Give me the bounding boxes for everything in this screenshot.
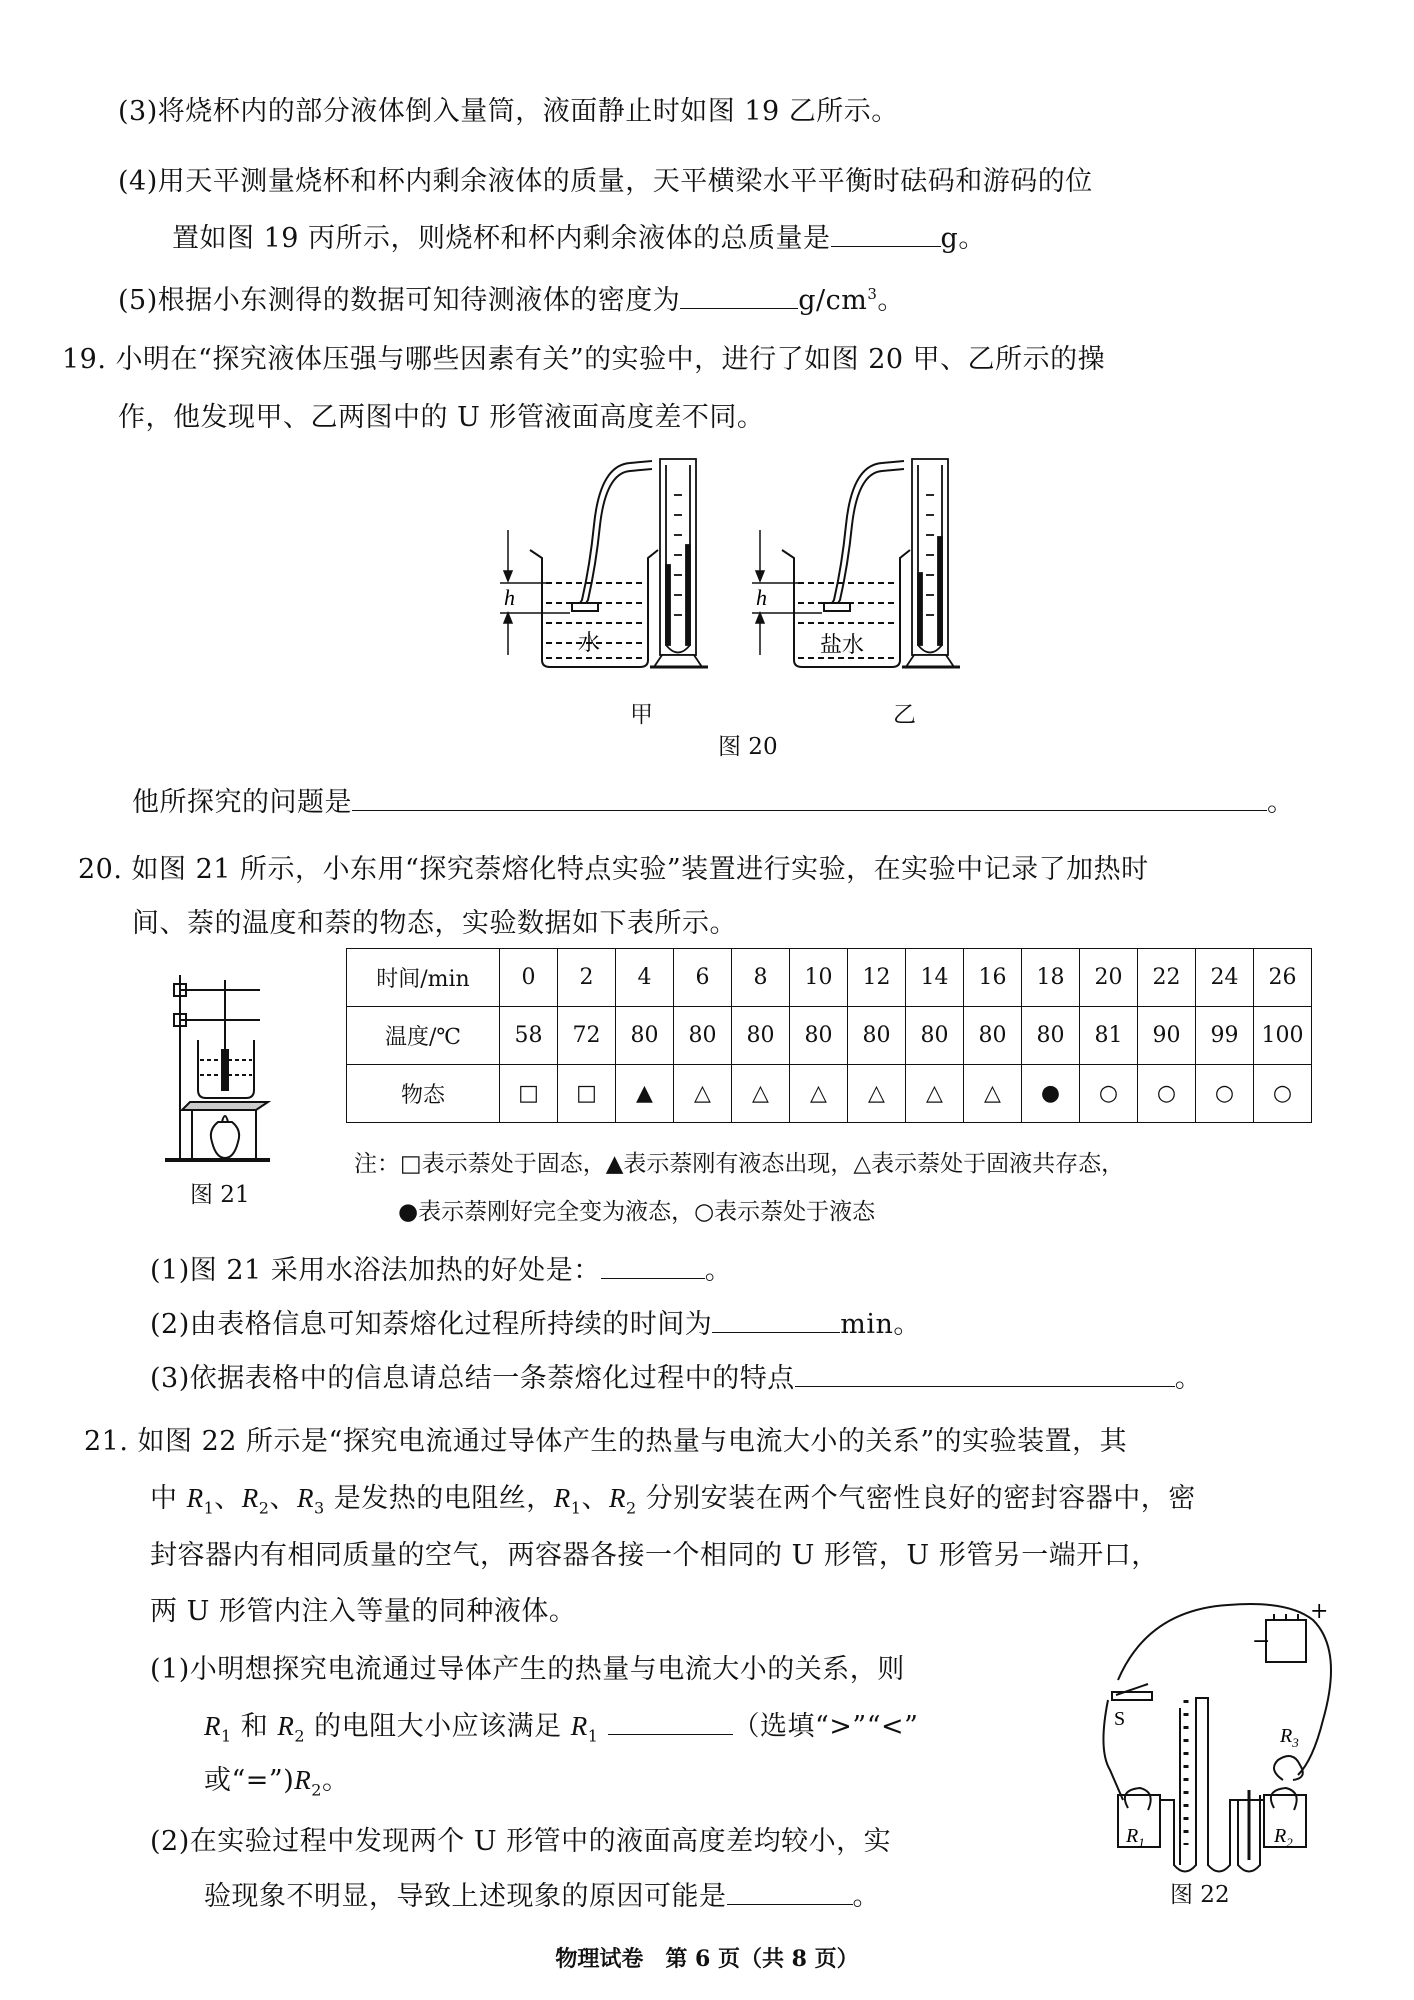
text: 、: [269, 1483, 297, 1514]
answer-blank-mass[interactable]: [831, 218, 941, 247]
table-cell: 8: [732, 949, 790, 1007]
q20-sub3-text: (3)依据表格中的信息请总结一条萘熔化过程中的特点: [150, 1363, 795, 1394]
q21-sub2-line2: [204, 1876, 880, 1917]
table-cell: 81: [1080, 1007, 1138, 1065]
table-cell: 99: [1196, 1007, 1254, 1065]
label-r3-letter: R: [1280, 1725, 1293, 1747]
answer-blank-research-question[interactable]: [352, 782, 1267, 811]
answer-blank-resistance-compare[interactable]: [608, 1706, 733, 1735]
label-r3: [1279, 1725, 1299, 1750]
table-header-time: 时间/min: [347, 949, 500, 1007]
plus-sign: +: [1310, 1599, 1329, 1624]
state-symbol: ▲: [616, 1065, 674, 1123]
label-r1: [1125, 1825, 1145, 1850]
subscript: 3: [313, 1498, 325, 1518]
table-cell: 12: [848, 949, 906, 1007]
label-r3-sub: 3: [1292, 1735, 1299, 1750]
symbol-r: R: [296, 1483, 314, 1513]
symbol-r: R: [294, 1765, 312, 1795]
liquid-label-water: 水: [578, 631, 601, 656]
depth-h-label-left: h: [504, 585, 515, 610]
symbol-r: R: [204, 1711, 221, 1741]
table-cell: 100: [1254, 1007, 1312, 1065]
table-cell: 80: [1022, 1007, 1080, 1065]
figure-21: [160, 970, 300, 1170]
q20-note-line1: 注：□表示萘处于固态，▲表示萘刚有液态出现，△表示萘处于固液共存态，: [354, 1151, 1125, 1177]
table-cell: 10: [790, 949, 848, 1007]
text: （选填“>”“<”: [732, 1711, 919, 1742]
table-cell: 18: [1022, 949, 1080, 1007]
table-header-state: 物态: [347, 1065, 500, 1123]
text: 、: [214, 1483, 242, 1514]
q18-step4-line1: (4)用天平测量烧杯和杯内剩余液体的质量，天平横梁水平平衡时砝码和游码的位: [118, 166, 1093, 197]
subscript: 2: [294, 1726, 306, 1746]
table-cell: 90: [1138, 1007, 1196, 1065]
page-footer: 物理试卷 第 6 页（共 8 页）: [555, 1946, 859, 1972]
q20-sub2: [150, 1304, 921, 1345]
figure-22: [1088, 1590, 1348, 1880]
symbol-r: R: [570, 1711, 588, 1741]
table-cell: 22: [1138, 949, 1196, 1007]
table-cell: 26: [1254, 949, 1312, 1007]
table-cell: 0: [500, 949, 558, 1007]
text: 验现象不明显，导致上述现象的原因可能是: [204, 1881, 727, 1912]
q20-line1: 20. 如图 21 所示，小东用“探究萘熔化特点实验”装置进行实验，在实验中记录了加热时: [78, 854, 1149, 885]
q18-step5-end: 。: [877, 285, 905, 316]
battery: [1266, 1620, 1306, 1662]
table-cell: 80: [732, 1007, 790, 1065]
resistor-r2-coil: [1271, 1788, 1297, 1810]
state-symbol: □: [500, 1065, 558, 1123]
q21-line3: 封容器内有相同质量的空气，两容器各接一个相同的 U 形管，U 形管另一端开口，: [150, 1540, 1159, 1571]
q21-sub1-line2: [204, 1706, 918, 1756]
text: 的电阻大小应该满足: [305, 1711, 571, 1742]
q20-sub3: [150, 1358, 1202, 1399]
q21-sub1-line1: (1)小明想探究电流通过导体产生的热量与电流大小的关系，则: [150, 1654, 905, 1685]
table-cell: 80: [906, 1007, 964, 1065]
q18-step5: [118, 274, 905, 321]
state-symbol: ●: [1022, 1065, 1080, 1123]
state-symbol: △: [848, 1065, 906, 1123]
state-symbol: △: [906, 1065, 964, 1123]
table-cell: 16: [964, 949, 1022, 1007]
u-tube-gauge-left: [650, 459, 708, 667]
state-symbol: □: [558, 1065, 616, 1123]
q19-question-text: 他所探究的问题是: [132, 787, 352, 818]
answer-blank-cause[interactable]: [727, 1876, 853, 1905]
table-cell: 2: [558, 949, 616, 1007]
q18-step5-text: (5)根据小东测得的数据可知待测液体的密度为: [118, 285, 681, 316]
text: 中: [150, 1483, 187, 1514]
subscript: 1: [221, 1726, 232, 1746]
switch-label: S: [1114, 1708, 1126, 1730]
table-cell: 58: [500, 1007, 558, 1065]
state-symbol: △: [732, 1065, 790, 1123]
fig20-caption-yi: 乙: [893, 702, 916, 728]
symbol-r: R: [241, 1483, 259, 1513]
resistor-r3-coil: [1274, 1756, 1303, 1780]
q20-note-line2: ●表示萘刚好完全变为液态，○表示萘处于液态: [398, 1199, 876, 1225]
answer-blank-water-bath[interactable]: [601, 1250, 705, 1279]
q21-line4: 两 U 形管内注入等量的同种液体。: [150, 1596, 577, 1627]
table-cell: 6: [674, 949, 732, 1007]
symbol-r: R: [186, 1483, 204, 1513]
table-cell: 14: [906, 949, 964, 1007]
text: 和: [231, 1711, 278, 1742]
text: 。: [321, 1765, 350, 1796]
probe-tube-right: [824, 461, 904, 611]
q20-sub1-end: 。: [704, 1255, 733, 1286]
table-cell: 24: [1196, 949, 1254, 1007]
table-cell: 80: [848, 1007, 906, 1065]
naphthalene-data-table: [346, 948, 1312, 1123]
text: 、: [581, 1483, 609, 1514]
q19-line2: 作，他发现甲、乙两图中的 U 形管液面高度差不同。: [118, 402, 765, 433]
text: 。: [852, 1881, 880, 1912]
fig21-caption: 图 21: [190, 1182, 250, 1208]
probe-tube-left: [572, 461, 652, 611]
q19-question: [132, 782, 1295, 823]
minus-sign: −: [1252, 1629, 1271, 1654]
state-symbol: ○: [1254, 1065, 1312, 1123]
q20-sub2-text: (2)由表格信息可知萘熔化过程所持续的时间为: [150, 1309, 713, 1340]
text: 分别安装在两个气密性良好的密封容器中，密: [636, 1483, 1196, 1514]
q19-question-end: 。: [1267, 787, 1295, 818]
answer-blank-melting-duration[interactable]: [712, 1304, 840, 1333]
subscript: 1: [587, 1726, 599, 1746]
subscript: 2: [625, 1498, 637, 1518]
table-header-temperature: 温度/℃: [347, 1007, 500, 1065]
table-row-temperature: [347, 1007, 1312, 1065]
text: 是发热的电阻丝，: [324, 1483, 554, 1514]
answer-blank-density[interactable]: [680, 280, 798, 309]
symbol-r: R: [277, 1711, 295, 1741]
q18-step5-unit: g/cm: [798, 285, 868, 316]
label-r2-letter: R: [1274, 1825, 1287, 1847]
answer-blank-melting-feature[interactable]: [795, 1358, 1175, 1387]
q18-step3: (3)将烧杯内的部分液体倒入量筒，液面静止时如图 19 乙所示。: [118, 96, 899, 127]
subscript: 1: [203, 1498, 215, 1518]
q18-step4-unit: g。: [940, 223, 986, 254]
state-symbol: ○: [1080, 1065, 1138, 1123]
u-tube-gauge-right: [902, 459, 960, 667]
fig20-caption: 图 20: [718, 734, 778, 760]
q19-line1: 19. 小明在“探究液体压强与哪些因素有关”的实验中，进行了如图 20 甲、乙所示的操: [62, 344, 1106, 375]
subscript: 2: [311, 1780, 322, 1800]
state-symbol: △: [964, 1065, 1022, 1123]
table-cell: 4: [616, 949, 674, 1007]
q20-sub3-end: 。: [1174, 1363, 1203, 1394]
resistor-r1-coil: [1125, 1788, 1151, 1810]
table-cell: 80: [674, 1007, 732, 1065]
subscript: 2: [258, 1498, 270, 1518]
table-row-time: [347, 949, 1312, 1007]
fig22-caption: 图 22: [1170, 1882, 1230, 1908]
table-cell: 80: [964, 1007, 1022, 1065]
symbol-r: R: [553, 1483, 571, 1513]
q18-step4-text: 置如图 19 丙所示，则烧杯和杯内剩余液体的总质量是: [172, 223, 831, 254]
figure-20: [490, 455, 970, 685]
liquid-label-saltwater: 盐水: [820, 633, 865, 658]
fig20-caption-jia: 甲: [630, 702, 653, 728]
q20-line2: 间、萘的温度和萘的物态，实验数据如下表所示。: [132, 908, 737, 939]
table-cell: 72: [558, 1007, 616, 1065]
q21-sub2-line1: (2)在实验过程中发现两个 U 形管中的液面高度差均较小，实: [150, 1826, 892, 1857]
table-cell: 20: [1080, 949, 1138, 1007]
symbol-r: R: [608, 1483, 626, 1513]
subscript: 1: [570, 1498, 582, 1518]
label-r2-sub: 2: [1286, 1835, 1293, 1850]
q21-line2: [150, 1478, 1196, 1528]
table-cell: 80: [616, 1007, 674, 1065]
depth-h-label-right: h: [756, 585, 767, 610]
state-symbol: ○: [1196, 1065, 1254, 1123]
q20-sub1-text: (1)图 21 采用水浴法加热的好处是：: [150, 1255, 601, 1286]
state-symbol: ○: [1138, 1065, 1196, 1123]
q20-sub2-end: min。: [840, 1309, 921, 1340]
table-row-state: [347, 1065, 1312, 1123]
label-r2: [1273, 1825, 1293, 1850]
switch: [1116, 1684, 1148, 1695]
q21-line1: 21. 如图 22 所示是“探究电流通过导体产生的热量与电流大小的关系”的实验装置，其: [84, 1426, 1128, 1457]
state-symbol: △: [790, 1065, 848, 1123]
label-r1-sub: 1: [1138, 1835, 1145, 1850]
q20-sub1: [150, 1250, 732, 1291]
text: 或“=”): [204, 1765, 295, 1796]
state-symbol: △: [674, 1065, 732, 1123]
label-r1-letter: R: [1126, 1825, 1139, 1847]
q18-step5-exp: 3: [867, 285, 878, 303]
table-cell: 80: [790, 1007, 848, 1065]
q21-sub1-line3: [204, 1760, 349, 1810]
q18-step4-line2: [172, 218, 986, 259]
